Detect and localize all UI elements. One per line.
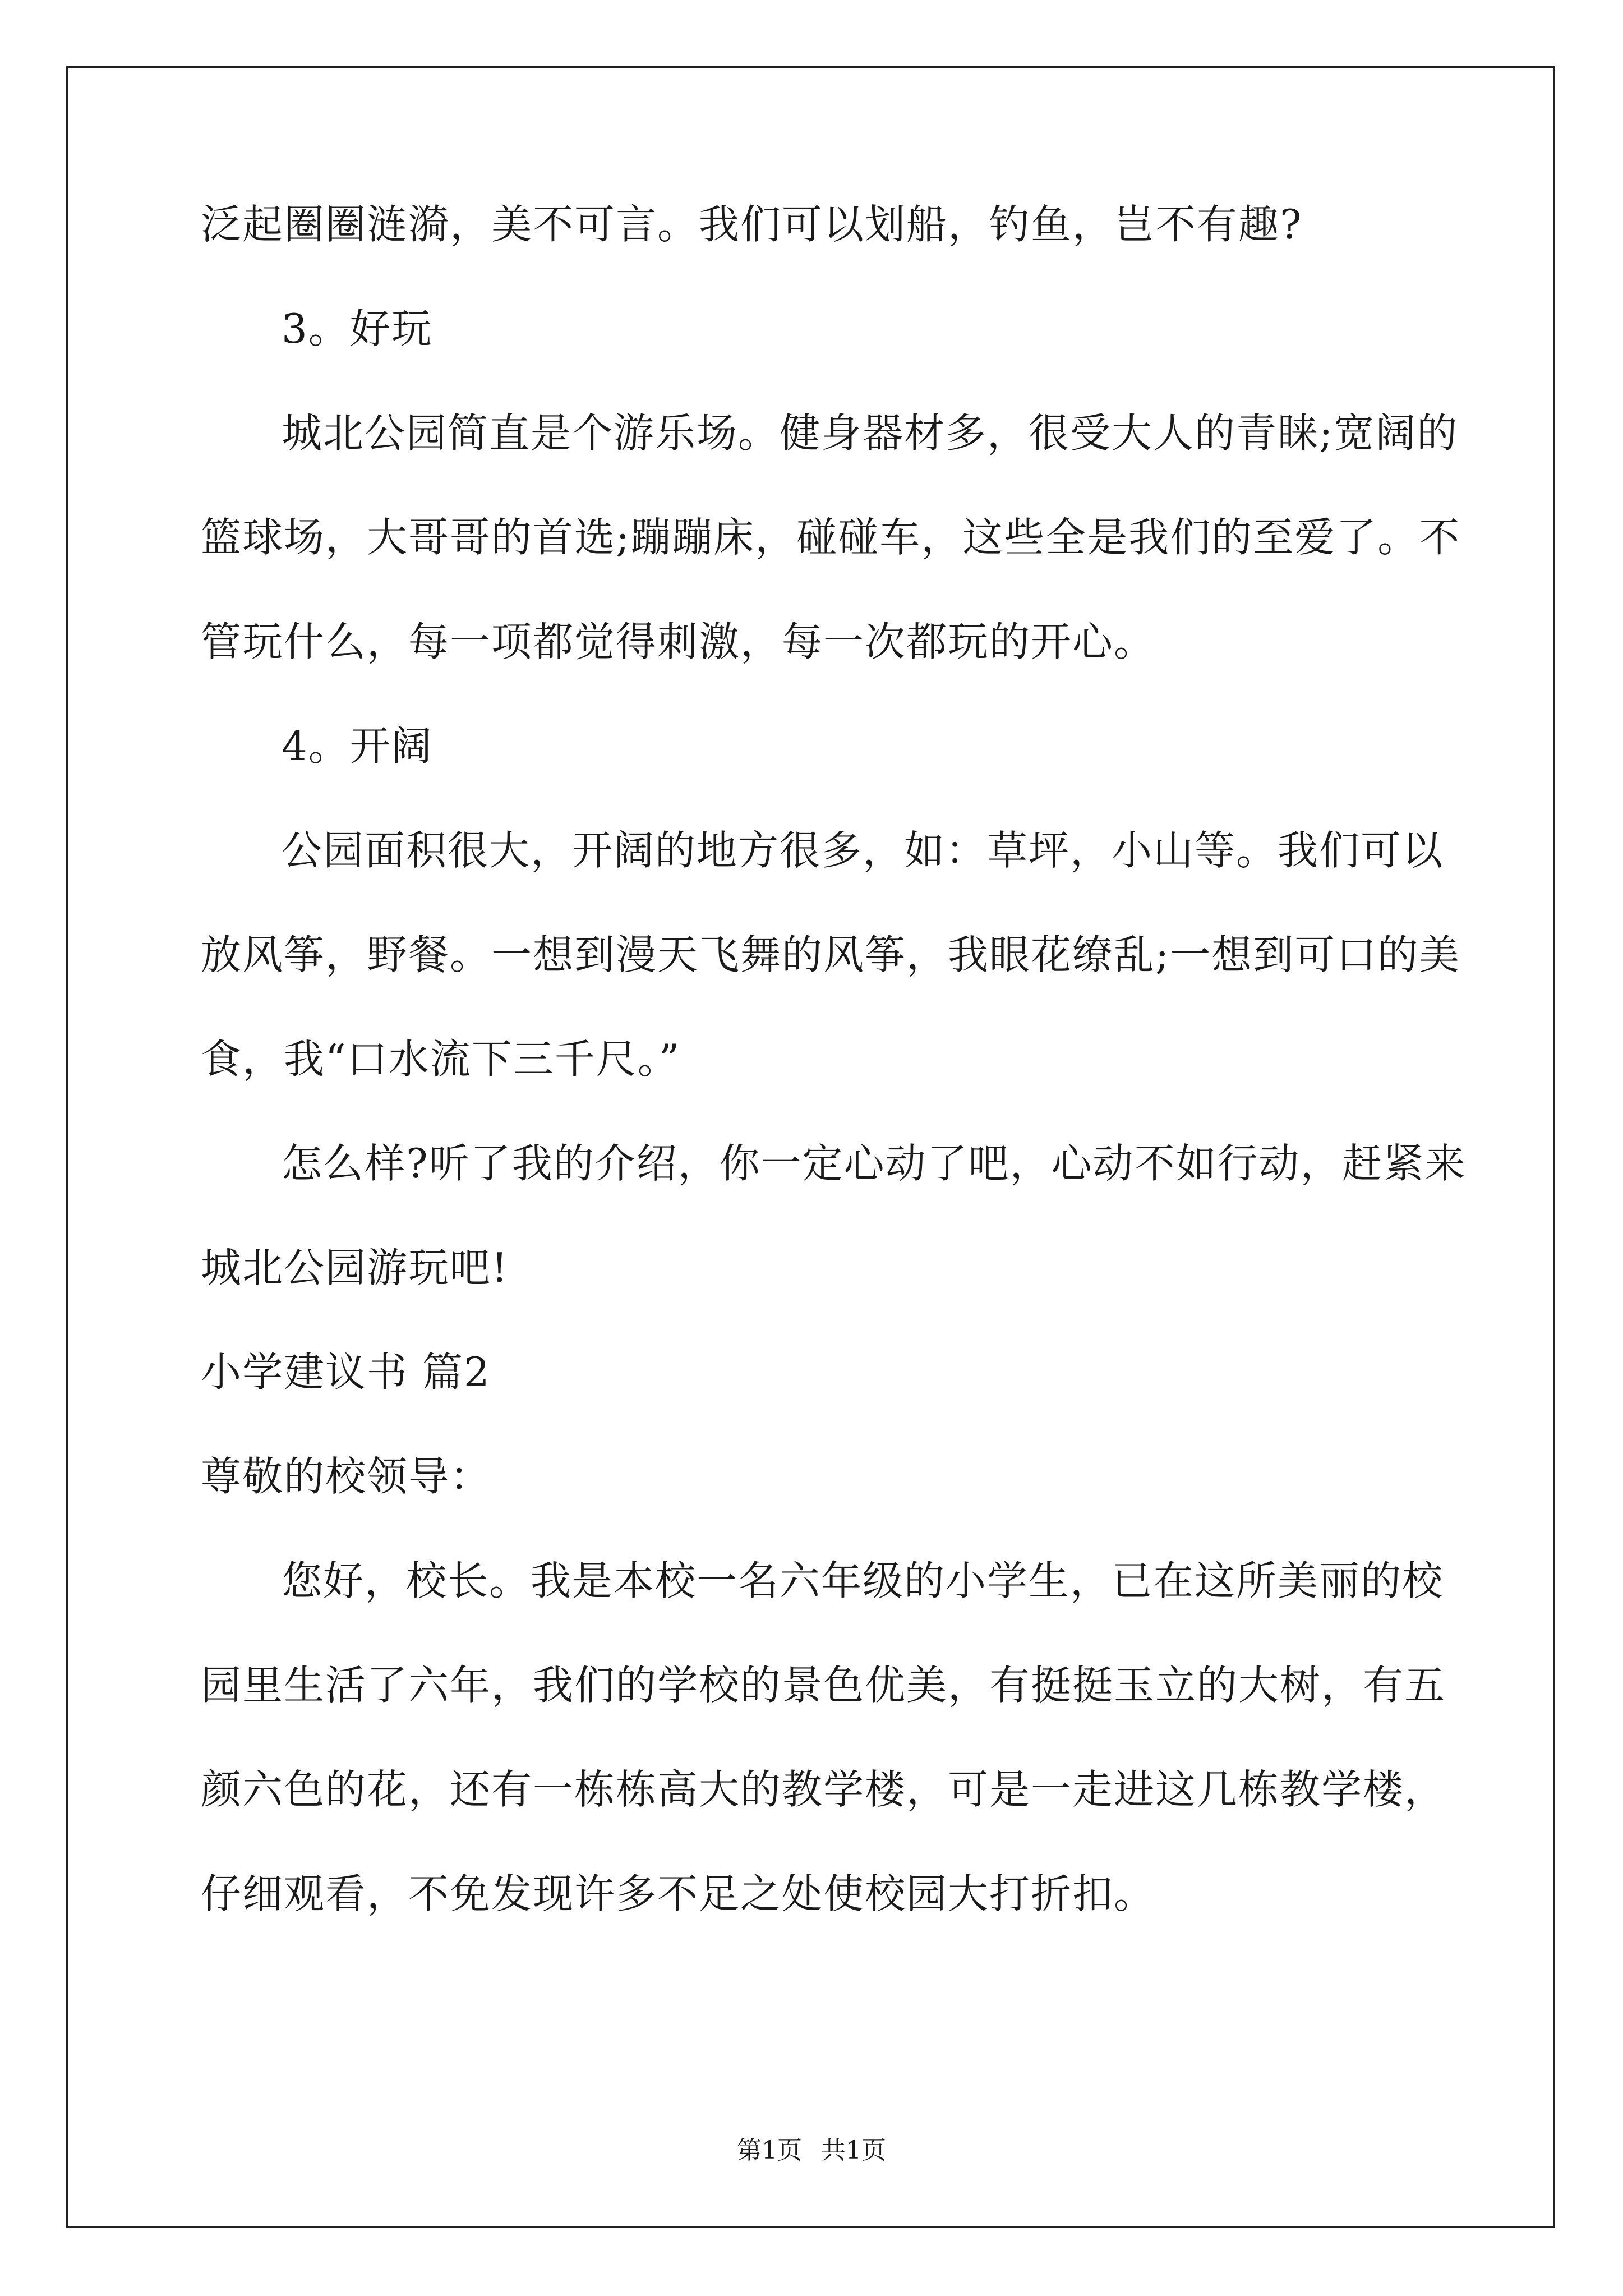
text-line: 颜六色的花，还有一栋栋高大的教学楼，可是一走进这几栋教学楼， — [201, 1766, 1446, 1813]
page-number: 第1页 — [737, 2136, 802, 2165]
text-line: 您好，校长。我是本校一名六年级的小学生，已在这所美丽的校 — [282, 1557, 1444, 1604]
text-line: 仔细观看，不免发现许多不足之处使校园大打折扣。 — [201, 1870, 1156, 1917]
text-line: 城北公园简直是个游乐场。健身器材多，很受大人的青睐;宽阔的 — [282, 409, 1459, 457]
text-line: 城北公园游玩吧! — [201, 1244, 509, 1291]
text-line: 泛起圈圈涟漪，美不可言。我们可以划船，钓鱼，岂不有趣? — [201, 201, 1303, 248]
text-line: 食，我“口水流下三千尺。” — [201, 1036, 681, 1083]
salutation: 尊敬的校领导： — [201, 1453, 492, 1500]
page-footer — [0, 2136, 1623, 2165]
text-line: 园里生活了六年，我们的学校的景色优美，有挺挺玉立的大树，有五 — [201, 1662, 1446, 1709]
text-line: 篮球场，大哥哥的首选;蹦蹦床，碰碰车，这些全是我们的至爱了。不 — [201, 514, 1461, 561]
article-title: 小学建议书 篇2 — [201, 1349, 491, 1396]
text-line: 放风筝，野餐。一想到漫天飞舞的风筝，我眼花缭乱;一想到可口的美 — [201, 931, 1461, 978]
text-line: 管玩什么，每一项都觉得刺激，每一次都玩的开心。 — [201, 618, 1156, 665]
page-total: 共1页 — [821, 2136, 886, 2165]
text-line: 怎么样?听了我的介绍，你一定心动了吧，心动不如行动，赶紧来 — [282, 1140, 1467, 1187]
section-heading: 3。好玩 — [282, 305, 433, 352]
text-line: 公园面积很大，开阔的地方很多，如：草坪，小山等。我们可以 — [282, 827, 1444, 874]
section-heading: 4。开阔 — [282, 723, 433, 770]
